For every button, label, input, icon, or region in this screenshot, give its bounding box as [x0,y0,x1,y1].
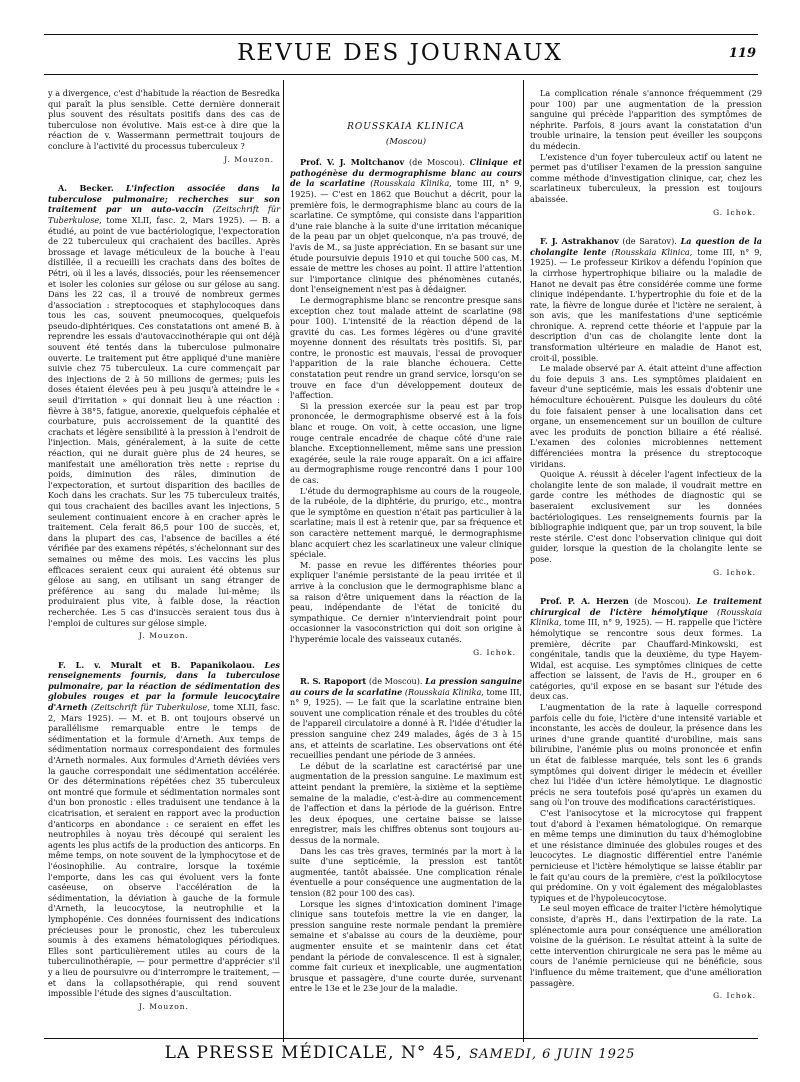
article-paragraph: Le malade observé par A. était atteint d'une affection du foie depuis 3 ans. Les symptômes plaidaient en faveur d'une septicémie, mais les essais d'obtenir une hémoculture échouèrent. Puisque les douleurs du côté du foie faisaient penser à une localisation dans cet organe, un ensemencement sur un bouillon de culture avec les produits de ponction biliaire a été réalisé. L'examen des colonies microbiennes nettement différenciées montra la présence du streptocoque viridans. [530,363,762,469]
article-paragraph: C'est l'anisocytose et la microcytose qui frappent tout d'abord à l'examen hématologique. On remarque en même temps une diminution du taux d'hémoglobine et une résistance diminuée des globules rouges et des leucocytes. Le diagnostic différentiel entre l'anémie pernicieuse et l'ictère hémolytique se laisse établir par le fait qu'au cours de la première, c'est la poïkilocytose qui prédomine. On y voit également des mégaloblastes typiques et de l'hypoleucocytose. [530,808,762,903]
article-paragraph: Le début de la scarlatine est caractérisé par une augmentation de la pression sanguine. Le maximum est atteint pendant la première, la sixième et la septième semaine de la maladie, c'est-à-dire au commencement de l'affection et dans la période de la guérison. Entre les deux époques, une certaine baisse se laisse enregistrer, mais les chiffres obtenus sont toujours au-dessus de la normale. [290,760,522,845]
article-location: (de Saratov). [622,236,677,247]
column-divider-2 [523,80,524,1042]
page-number: 119 [728,46,756,61]
article-paragraph: L'augmentation de la rate à laquelle correspond parfois celle du foie, l'ictère d'une intensité variable et inconstante, les accès de douleur, la présence dans les urines d'une grande quantité d'urobiline, mais sans bilirubine, l'anémie plus ou moins prononcée et enfin un état de faiblesse marquée, tels sont les 6 grands symptômes qui doivent diriger le médecin et éveiller chez lui l'idée d'un ictère hémolytique. Le diagnostic précis ne sera toutefois posé qu'après un examen du sang où l'on trouve des modifications caractéristiques. [530,702,762,808]
article-title: Clinique et pathogénèse du dermographisme blanc au cours de la scarlatine [290,157,522,189]
article-reference: tome III, n° 9, 1925). — [530,246,762,268]
article-text: B. a étudié, au point de vue bactériologique, l'expectoration de 22 tuberculeux qui crachaient des bacilles. Après brossage et lavage méticuleux de la bouche à l'eau distillée, il a recueilli les crachats dans des boîtes de Pétri, où il les a lavés, dissociés, pour les réensemencer et isoler les colonies sur gélose ou sur gélose au sang. Dans les 22 cas, il a trouvé de nombreux germes d'association : streptocoques et staphylocoques dans tous les cas, souvent pneumocoques, quelquefois pseudo-diphtériques. Ces constatations ont amené B. à reprendre les essais d'autovaccinothérapie qui ont déjà souvent été tentés dans la tuberculose pulmonaire ouverte. Le traitement put être appliqué d'une manière suivie chez 75 tuberculeux. La cure commençait par des injections de 2 à 50 millions de germes; puis les doses étaient élevées peu à peu jusqu'à atteindre le « seuil d'irritation » qui donnait lieu à une réaction : fièvre à 38°5, fatigue, anorexie, quelquefois céphalée et courbature, puis accroissement de la quantité des crachats et légère sensibilité à la pression à l'endroit de l'injection. Mais, généralement, à la suite de cette réaction, qui ne durait guère plus de 24 heures, se manifestait une amélioration très nette : reprise du poids, diminution des râles, diminution de l'expectoration, et surtout disparition des bacilles de Koch dans les crachats. Sur les 75 tuberculeux traités, qui tous crachaient des bacilles avant les injections, 5 seulement continuaient encore à en cracher après le traitement. Cela ferait 86,5 pour 100 de succès, et, dans la plupart des cas, l'absence de bacilles a été vérifiée par des examens répétés, s'échelonnant sur des semaines ou même des mois. Les vaccins les plus efficaces seraient ceux qui auraient été obtenus sur gélose au sang, en utilisant un sang étranger de préférence au sang du malade lui-même; ils produiraient plus vite, à faible dose, la réaction recherchée. Les 5 cas d'insuccès seraient tous dus à l'emploi de cultures sur gélose simple. [48,214,280,628]
article-journal: (Rousskaia Klinika, [370,178,452,189]
intro-signature: J. Mouzon. [224,154,274,164]
article-astrakhanov [530,236,762,363]
article-location: (de Moscou). [409,157,465,168]
article-author: F. L. v. Muralt et B. Papanikolaou. [58,659,255,670]
article-signature: G. Ichok. [713,567,756,577]
article-text: C'est en 1862 que Bouchut a décrit, pour la première fois, le dermographisme blanc au cours de la scarlatine. Ce symptôme, qui consiste dans l'apparition d'une raie blanche à la suite d'une irritation mécanique de la peau par un objet quelconque, n'a pas trouvé, de l'avis de M., sa juste appréciation. En se basant sur une étude poursuivie depuis 1910 et qui touche 500 cas, M. essaie de mettre les choses au point. Il attire l'attention sur l'importance clinique des phénomènes cutanés, dont l'enseignement n'est pas à dédaigner. [290,188,522,295]
article-paragraph: M. passe en revue les différentes théories pour expliquer l'anémie persistante de la peau irritée et il arrive à la conclusion que le dermographisme blanc a sa raison d'être uniquement dans la réaction de la peau, indépendante de l'état de tonicité du sympathique. Ce dernier n'interviendrait point pour occasionner la vasoconstriction qui doit son origine à l'hyperémie locale des vaisseaux cutanés. [290,559,522,644]
section-heading: ROUSSKAIA KLINICA [347,122,465,132]
column-divider-1 [283,80,284,1042]
article-signature: G. Ichok. [473,647,516,657]
article-muralt [48,660,280,999]
article-paragraph: Quoique A. réussit à déceler l'agent infectieux de la cholangite lente de son malade, il voudrait mettre en garde contre les méthodes de diagnostic qui se baseraient exclusivement sur les données bactériologiques. Les renseignements fournis par la bibliographie indiquent que, par un trop souvent, la bile reste stérile. C'est donc l'observation clinique qui doit guider, lorsque la question de la cholangite lente se pose. [530,469,762,564]
article-title: Le traitement chirurgical de l'ictère hémolytique [530,596,762,617]
intro-paragraph: y a divergence, c'est d'habitude la réaction de Besredka qui paraît la plus sensible. Cette dernière donnerait plus souvent des résultats positifs dans des cas de tuberculose non évolutive. Mais est-ce à dire que la réaction de v. Wassermann permettrait toujours de conclure à l'activité du processus tuberculeux ? [48,88,280,151]
article-author: Prof. P. A. Herzen [540,596,629,607]
article-paragraph: Dans les cas très graves, terminés par la mort à la suite d'une septicémie, la pression est tantôt augmentée, tantôt abaissée. Une complication rénale éventuelle a pour conséquence une augmentation de la tension (82 pour 100 des cas). [290,845,522,898]
article-paragraph: La complication rénale s'annonce fréquemment (29 pour 100) par une augmentation de la pression sanguine qui précède l'apparition des symptômes de néphrite. Parfois, 8 jours avant la constatation d'un trouble urinaire, la tension peut éveiller les soupçons du médecin. [530,88,762,151]
article-journal: (Rousskaia Klinika, [404,686,484,697]
page-header-title: REVUE DES JOURNAUX [237,40,563,66]
article-text: Le professeur Kirikov a défendu l'opinion que la cirrhose hypertrophique biliaire ou la maladie de Hanot ne devait pas être considérée comme une forme clinique indépendante. L'hypertrophie du foie et de la rate, la fièvre de longue durée et l'ictère ne seraient, à son avis, que les manifestations d'une septicémie chronique. A. reprend cette théorie et l'appuie par la description d'un cas de cholangite lente dont la transformation ultérieure en maladie de Hanot est, croit-il, possible. [530,257,762,363]
footer-rule [44,1038,758,1039]
article-journal: (Rousskaia Klinika, [530,606,762,628]
article-paragraph: Lorsque les signes d'intoxication dominent l'image clinique sans toutefois mettre la vie en danger, la pression sanguine reste normale pendant la première semaine et s'abaisse au cours de la deuxième, pour augmenter ensuite et se maintenir dans cet état pendant la période de convalescence. Il est à signaler, comme fait curieux et inexplicable, une augmentation brusque et passagère, d'une courte durée, survenant entre le 13e et le 23e jour de la maladie. [290,898,522,994]
header-top-rule [44,34,758,35]
article-author: R. S. Rapoport [300,676,367,687]
article-paragraph: L'existence d'un foyer tuberculeux actif ou latent ne permet pas d'utiliser l'examen de la pression sanguine comme méthode d'investigation clinique, car, chez les scarlatineux tuberculeux, la pression est toujours abaissée. [530,151,762,204]
article-reference: tome III, n° 9, 1925). — [564,617,663,628]
article-title: La question de la cholangite lente [530,236,762,257]
column-left [48,88,280,1016]
article-journal: (Zeitschrift für Tuberkulose, [90,702,210,713]
header-bottom-rule [44,74,758,75]
article-reference: tome XLII, fasc. 2, Mars 1925). — [106,214,258,225]
page-footer [0,1043,800,1063]
article-signature: G. Ichok. [713,207,756,217]
article-title: L'infection associée dans la tuberculose pulmonaire; recherches sur son traitement par un auto-vaccin [48,183,280,215]
article-reference: tome III, n° 9, 1925). — [290,178,522,199]
article-text: M. et B. ont toujours observé un parallélisme remarquable entre le temps de sédimentation et la formule d'Arneth. Aux temps de sédimentation normaux correspondaient des formules d'Arneth normales. Aux formules d'Arneth déviées vers la gauche correspondait une sédimentation accélérée. Or des déterminations répétées chez 35 tuberculeux ont montré que formule et sédimentation normales sont d'un bon pronostic : elles traduisent une tendance à la cicatrisation, et seraient en rapport avec la production d'anticorps en abondance : ce seraient en effet les neutrophiles à noyau très découpé qui seraient les agents les plus actifs de la production des anticorps. En même temps, on note souvent de la lymphocytose et de l'éosinophilie. Au contraire, lorsque la toxémie l'emporte, dans les cas qui évoluent vers la fonte caséeuse, on observe l'accélération de la sédimentation, la déviation à gauche de la formule d'Arneth, la leucocytose, la neutrophilie et la lymphopénie. Ces données fournissent des indications précieuses pour le pronostic, chez les tuberculeux soumis à des examens hématologiques périodiques. Elles sont particulièrement utiles au cours de la tuberculinothérapie, — pour permettre d'apprécier s'il y a lieu de poursuivre ou d'interrompre le traitement, — et dans la collapsothérapie, qui rend souvent impossible l'étude des signes d'auscultation. [48,712,280,999]
article-location: (de Moscou). [634,596,691,607]
article-paragraph: L'étude du dermographisme au cours de la rougeole, de la rubéole, de la diphtérie, du prurigo, etc., montra que le symptôme en question n'était pas particulier à la scarlatine; mais il est à retenir que, par sa fréquence et son caractère nettement marqué, le dermographisme blanc acquiert chez les scarlatineux une valeur clinique spéciale. [290,485,522,560]
article-reference: tome III, n° 9, 1925). — [290,686,522,708]
footer-journal: LA PRESSE MÉDICALE, N° 45, [164,1043,463,1063]
article-text: H. rappelle que l'ictère hémolytique se rencontre sous deux formes. La première, décrite par Chauffard-Minkowski, est congénitale, tandis que la deuxième, du type Hayem-Widal, est acquise. Les symptômes cliniques de cette affection se laissent, de l'avis de H., grouper en 6 catégories, qu'il expose en se basant sur l'étude des deux cas. [530,617,762,702]
article-paragraph: Si la pression exercée sur la peau est par trop prononcée, le dermographisme observé est à la fois blanc et rouge. On voit, à cette occasion, une ligne rouge centrale encadrée de chaque côté d'une raie blanche. Exceptionnellement, même sans une pression exagérée, seule la raie rouge apparaît. On a ici affaire au dermographisme rouge rencontré dans 1 pour 100 de cas. [290,400,522,485]
article-paragraph: Le dermographisme blanc se rencontre presque sans exception chez tout malade atteint de scarlatine (98 pour 100). L'intensité de la réaction dépend de la gravité du cas. Les formes légères ou d'une gravité moyenne donnent des résultats très positifs. Si, par contre, le pronostic est mauvais, l'essai de provoquer l'apparition de la raie blanche échouera. Cette constatation peut rendre un grand service, lorsqu'on se trouve en face d'un développement douteux de l'affection. [290,294,522,401]
article-herzen [530,596,762,702]
article-journal: (Rousskaia Klinica, [611,246,693,257]
article-signature: J. Mouzon. [139,1001,189,1011]
article-reference: tome XLII, fasc. 2, Mars 1925). — [48,702,280,723]
article-signature: J. Mouzon. [139,631,189,641]
article-author: F. J. Astrakhanov [540,236,619,247]
article-paragraph: Le seul moyen efficace de traiter l'ictère hémolytique consiste, d'après H., dans l'extirpation de la rate. La splénectomie aura pour conséquence une amélioration voisine de la guérison. Le résultat atteint à la suite de cette intervention chirurgicale ne sera pas le même au cours de l'anémie pernicieuse qui ne bénéficie, sous l'influence du même traitement, que d'une amélioration passagère. [530,903,762,988]
section-subheading: (Moscou) [385,136,427,147]
article-author: A. Becker. [58,183,114,194]
column-right [530,88,762,1006]
article-moltchanov [290,157,522,295]
article-title: La pression sanguine au cours de la scarlatine [290,676,523,697]
article-text: Le fait que la scarlatine entraine bien souvent une complication rénale et des troubles du côté de l'appareil circulatoire a donné à R. l'idée d'étudier la pression sanguine chez 249 malades, âgés de 3 à 15 ans, et atteints de scarlatine. Les observations ont été recueillies pendant une période de 3 années. [290,697,522,761]
article-location: (de Moscou). [368,676,423,687]
article-rapoport [290,676,522,761]
article-journal: (Zeitschrift für Tuberkulose, [48,204,280,225]
article-title: Les renseignements fournis, dans la tuberculose pulmonaire, par la réaction de sédimentation des globules rouges et par la formule leucocytaire d'Arneth [48,659,280,713]
footer-date: SAMEDI, 6 JUIN 1925 [469,1047,636,1062]
column-middle [290,88,522,994]
article-signature: G. Ichok. [713,991,756,1001]
article-author: Prof. V. J. Moltchanov [300,157,405,168]
article-becker [48,183,280,628]
